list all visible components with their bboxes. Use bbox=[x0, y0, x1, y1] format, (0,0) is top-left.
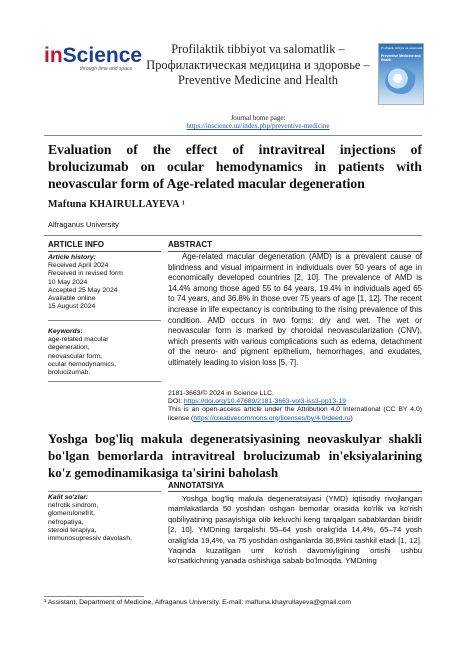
logo-science: Science bbox=[62, 44, 143, 67]
keywords-box bbox=[48, 328, 161, 382]
keywords-label: Keywords: bbox=[48, 328, 83, 335]
keyword-item: ocular hemodynamics, bbox=[48, 360, 116, 368]
journal-home-label: Journal home page: bbox=[230, 114, 286, 122]
uzbek-keyword-item: nefrotik sindrom, bbox=[48, 502, 99, 510]
uzbek-annotation-text: Yoshga bog'liq makula degeneratsiyasi (YMD) iqtisodiy rivojlangan mamlakatlarda 50 yoshdan oshgan bemorlar orasida ko'rlik va ko'rish qobiliyatining pasayishiga olib keluvchi keng tarqalgan sabablardan biridir [2, 10]. YMDning tarqalishi 55–64 yosh oralig'ida 14,4%, 65–74 yosh oralig'ida 19,4%, va 75 yoshdan oshganlarda 36,8%ni tashkil etadi [1, 12]. Yaqinda kuzatilgan umr ko'rish davomiyligining ortishi ushbu ko'rsatkichning yanada oshishiga sabab bo'lmoqda. YMDning bbox=[168, 491, 422, 567]
uzbek-keywords-label: Kalit so'zlar: bbox=[48, 494, 89, 501]
keyword-item: brolucizumab. bbox=[48, 369, 91, 377]
history-label: Article history: bbox=[48, 254, 96, 261]
keyword-item: degeneration, bbox=[48, 344, 90, 352]
article-title: Evaluation of the effect of intravitreal injections of brolucizumab on ocular hemodynamics in patients with neovascular form of Age-related macular degeneration bbox=[48, 142, 422, 191]
uzbek-keyword-item: nefropatiya, bbox=[48, 518, 84, 526]
cover-eye-graphic bbox=[385, 68, 417, 94]
journal-home-link[interactable]: https://inscience.uz/index.php/preventive-medicine bbox=[186, 122, 330, 130]
journal-title: Profilaktik tibbiyot va salomatlik – Профилактическая медицина и здоровье – Preventive Medicine and Health bbox=[146, 42, 370, 87]
history-line: Received April 2024 bbox=[48, 262, 109, 270]
author-affiliation: Alfraganus University bbox=[48, 220, 119, 229]
cover-head: Profilaktik tibbiyot va salomatlik bbox=[381, 46, 423, 50]
journal-cover-image bbox=[378, 43, 424, 105]
uzbek-keywords bbox=[48, 491, 161, 543]
history-line: 10 May 2024 bbox=[48, 278, 88, 286]
history-line: Available online bbox=[48, 295, 96, 303]
doi-line bbox=[168, 398, 422, 406]
doi-link[interactable]: https://doi.org/10.47689/2181-3663-vol3-iss3-pp13-19 bbox=[183, 398, 346, 406]
license-link[interactable]: https://creativecommons.org/licenses/by/4.0/deed.ru bbox=[193, 414, 351, 422]
license-text: This is an open-access article under the Attribution 4.0 International (CC BY 4.0) license ( bbox=[168, 406, 422, 422]
footnote-divider bbox=[44, 596, 144, 597]
abstract-heading: ABSTRACT bbox=[168, 240, 422, 252]
license-close: ) bbox=[350, 414, 353, 422]
title-divider bbox=[44, 235, 422, 236]
uzbek-keyword-item: glomerulonefrit, bbox=[48, 510, 95, 518]
keyword-item: neovascular form, bbox=[48, 352, 103, 360]
uzbek-title: Yoshga bog'liq makula degeneratsiyasining neovaskulyar shakli bo'lgan bemorlarda intravitreal brolucizumab in'eksiyalarining ko'z gemodinamikasiga ta'sirini baholash bbox=[48, 431, 422, 480]
annotation-heading: ANNOTATSIYA bbox=[168, 481, 224, 490]
uzbek-keyword-item: steroid terapiya, bbox=[48, 526, 97, 534]
footnote: ¹ Assistant, Department of Medicine, Alfraganus University. E-mail: maftuna.khayrullayeva@gmail.com bbox=[44, 599, 352, 606]
keyword-item: age-related macular bbox=[48, 336, 109, 344]
cover-title: Preventive Medicine and Health bbox=[381, 54, 421, 62]
doi-label: DOI: bbox=[168, 398, 182, 406]
uzbek-keyword-item: immunosupressiv davolash. bbox=[48, 535, 132, 543]
publisher-logo bbox=[44, 44, 148, 78]
history-line: Received in revised form bbox=[48, 270, 123, 278]
article-meta bbox=[168, 390, 422, 423]
logo-tagline: through time and space bbox=[80, 66, 133, 72]
logo-in: in bbox=[44, 44, 63, 67]
article-history bbox=[48, 254, 161, 321]
history-line: Accepted 25 May 2024 bbox=[48, 286, 118, 294]
author-name: Maftuna KHAIRULLAYEVA ¹ bbox=[48, 199, 186, 210]
history-line: 15 August 2024 bbox=[48, 303, 96, 311]
license-line bbox=[168, 406, 422, 422]
article-info-heading: ARTICLE INFO bbox=[48, 240, 161, 252]
issn-line: 2181-3663/© 2024 in Science LLC. bbox=[168, 390, 274, 397]
abstract-text: Age-related macular degeneration (AMD) is a prevalent cause of blindness and visual impairment in individuals over 50 years of age in economically developed countries [2, 10]. The prevalence of AMD is 14.4% among those aged 55 to 64 years, 19.4% in individuals aged 65 to 74 years, and 36.8% in those over 75 years of age [1, 12]. The recent increase in life expectancy is contributing to the rising prevalence of this condition. AMD occurs in two forms: dry and wet. The wet or neovascular form is marked by choroidal neovascularization (CNV), which presents with various complications such as edema, detachment of the neuro- and pigment epithelium, hemorrhages, and exudates, ultimately leading to vision loss [5, 7]. bbox=[168, 252, 422, 367]
header-divider bbox=[44, 135, 422, 136]
